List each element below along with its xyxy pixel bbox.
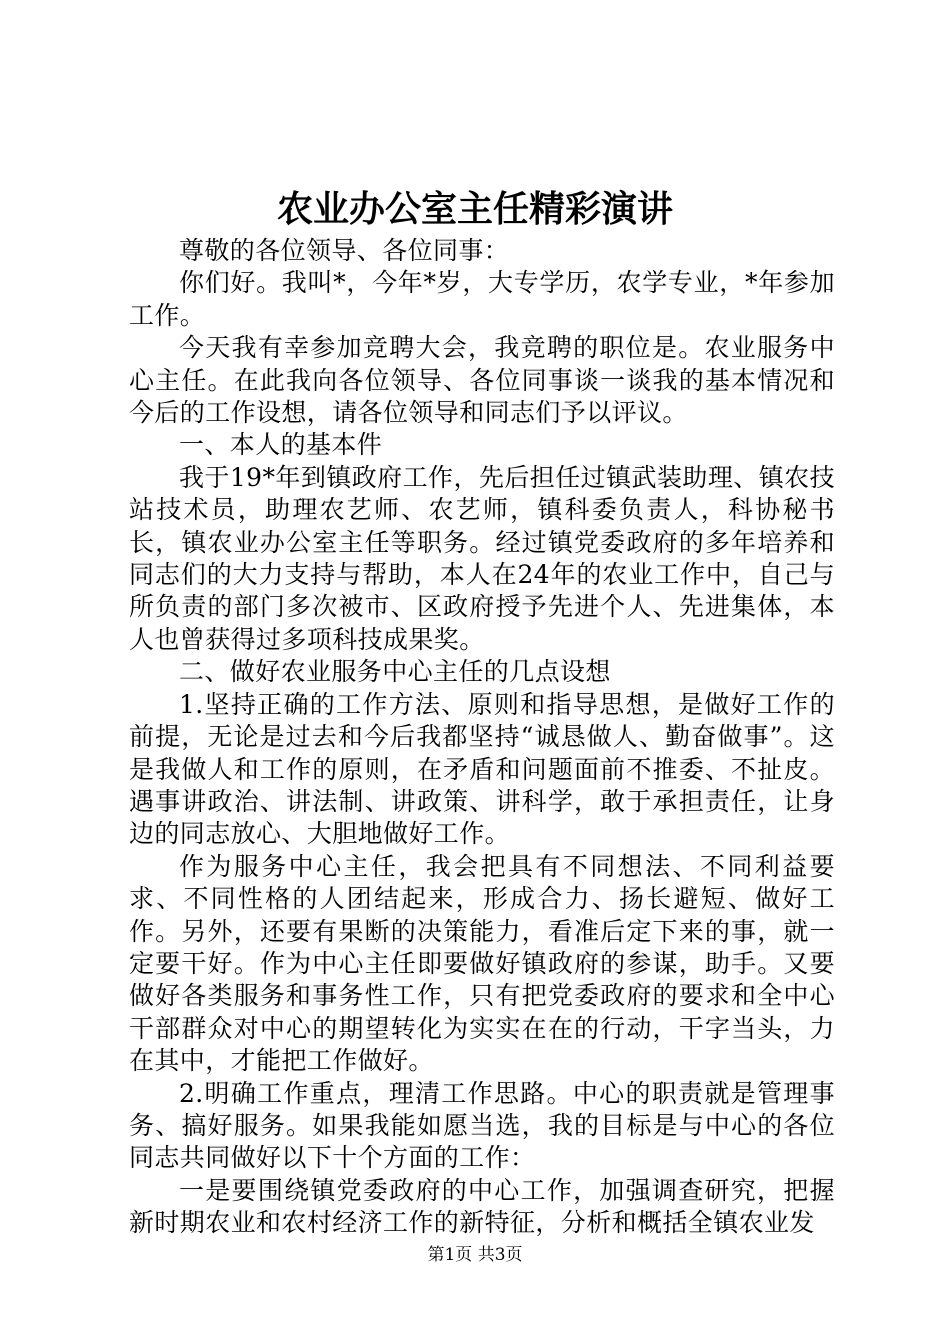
paragraph-background: 我于19*年到镇政府工作，先后担任过镇武装助理、镇农技站技术员，助理农艺师、农艺师，镇科委负责人，科协秘书长，镇农业办公室主任等职务。经过镇党委政府的多年培养和同志们的大力支持与帮助，本人在24年的农业工作中，自己与所负责的部门多次被市、区政府授予先进个人、先进集体，本人也曾获得过多项科技成果奖。: [129, 462, 835, 654]
paragraph-role: 作为服务中心主任，我会把具有不同想法、不同利益要求、不同性格的人团结起来，形成合力、扬长避短、做好工作。另外，还要有果断的决策能力，看准后定下来的事，就一定要干好。作为中心主任即要做好镇政府的参谋，助手。又要做好各类服务和事务性工作，只有把党委政府的要求和全中心干部群众对中心的期望转化为实实在在的行动，干字当头，力在其中，才能把工作做好。: [129, 851, 835, 1076]
paragraph-purpose: 今天我有幸参加竞聘大会，我竞聘的职位是。农业服务中心主任。在此我向各位领导、各位同事谈一谈我的基本情况和今后的工作设想，请各位领导和同志们予以评议。: [129, 333, 835, 428]
document-body: [129, 235, 835, 1240]
paragraph-point-1: 1.坚持正确的工作方法、原则和指导思想，是做好工作的前提，无论是过去和今后我都坚持“诚恳做人、勤奋做事”。这是我做人和工作的原则，在矛盾和问题面前不推委、不扯皮。遇事讲政治、讲法制、讲政策、讲科学，敢于承担责任，让身边的同志放心、大胆地做好工作。: [129, 689, 835, 849]
paragraph-greeting: 尊敬的各位领导、各位同事：: [179, 236, 510, 265]
section-heading-1: 一、本人的基本件: [179, 430, 383, 460]
paragraph-point-2: 2.明确工作重点，理清工作思路。中心的职责就是管理事务、搞好服务。如果我能如愿当选，我的目标是与中心的各位同志共同做好以下十个方面的工作：: [129, 1078, 835, 1173]
paragraph-intro: 你们好。我叫*，今年*岁，大专学历，农学专业，*年参加工作。: [129, 268, 835, 330]
document-title: 农业办公室主任精彩演讲: [276, 188, 673, 230]
page-footer: 第1页 共3页: [427, 1245, 523, 1265]
section-heading-2: 二、做好农业服务中心主任的几点设想: [179, 657, 611, 687]
paragraph-task-1: 一是要围绕镇党委政府的中心工作，加强调查研究，把握新时期农业和农村经济工作的新特征，分析和概括全镇农业发: [129, 1175, 835, 1238]
